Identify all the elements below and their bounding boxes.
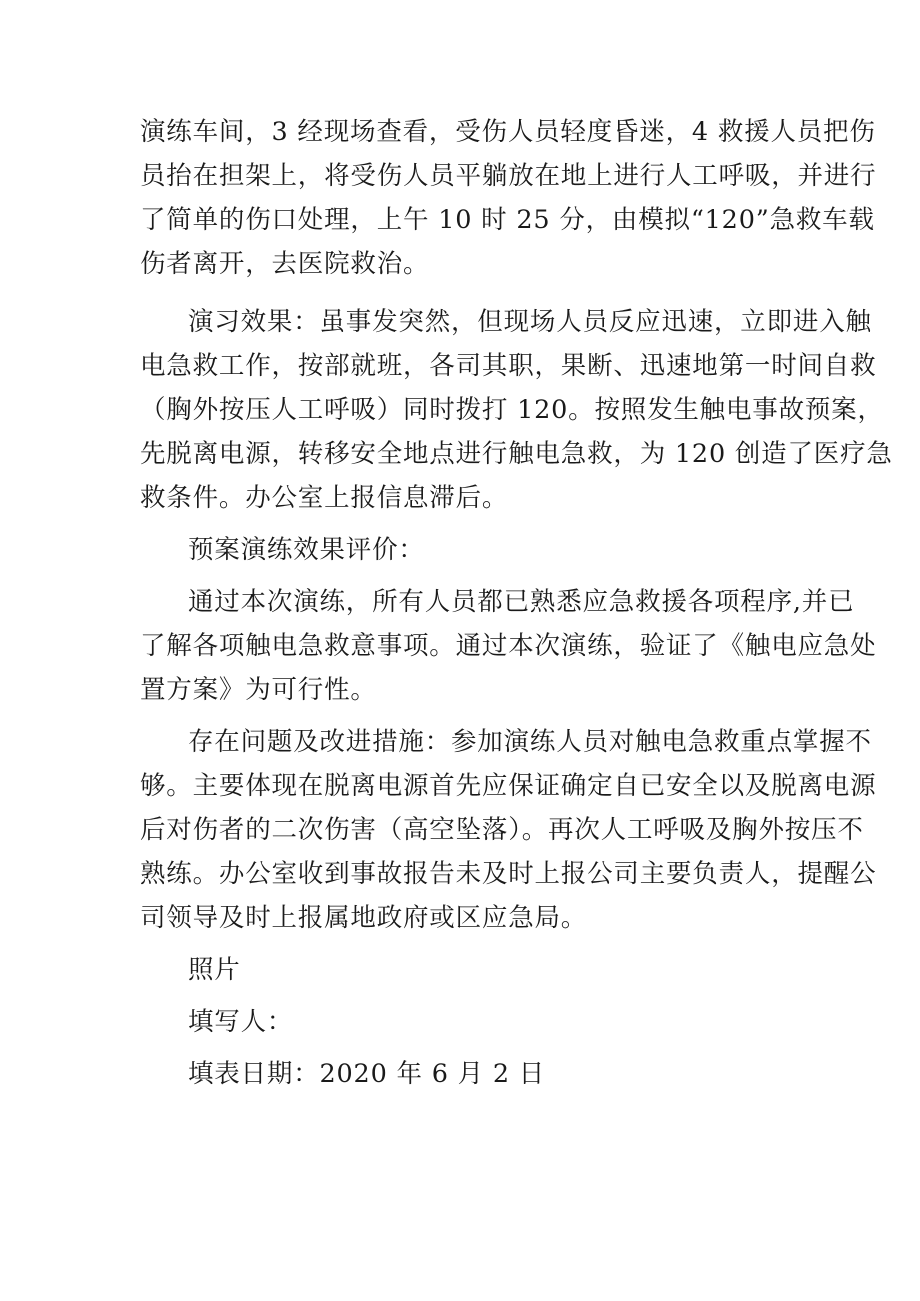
- text-line: 熟练。办公室收到事故报告未及时上报公司主要负责人，提醒公: [140, 859, 877, 889]
- text-line: 司领导及时上报属地政府或区应急局。: [140, 903, 588, 933]
- paragraph-photo-label: [140, 948, 780, 992]
- text-line: 救条件。办公室上报信息滞后。: [140, 483, 509, 513]
- text-line: 置方案》为可行性。: [140, 675, 377, 705]
- text-line: 演练车间，3 经现场查看，受伤人员轻度昏迷，4 救援人员把伤: [140, 117, 876, 147]
- text-line: 通过本次演练，所有人员都已熟悉应急救援各项程序,并已: [188, 587, 855, 617]
- paragraph-filled-by: [140, 1000, 780, 1044]
- text-line: 员抬在担架上，将受伤人员平躺放在地上进行人工呼吸，并进行: [140, 161, 877, 191]
- text-line: 先脱离电源，转移安全地点进行触电急救，为 120 创造了医疗急: [140, 439, 893, 469]
- text-line: 填表日期：2020 年 6 月 2 日: [188, 1059, 546, 1089]
- text-line: 了解各项触电急救意事项。通过本次演练，验证了《触电应急处: [140, 631, 877, 661]
- text-line: 电急救工作，按部就班，各司其职，果断、迅速地第一时间自救: [140, 351, 877, 381]
- paragraph-fill-date: [140, 1052, 780, 1096]
- text-line: 照片: [188, 955, 241, 985]
- text-line: （胸外按压人工呼吸）同时拨打 120。按照发生触电事故预案，: [140, 395, 884, 425]
- text-line: 够。主要体现在脱离电源首先应保证确定自已安全以及脱离电源: [140, 771, 877, 801]
- paragraph-problems-improvements: [140, 720, 877, 940]
- text-line: 演习效果：虽事发突然，但现场人员反应迅速，立即进入触: [188, 307, 872, 337]
- paragraph-evaluation: [140, 580, 877, 712]
- text-line: 伤者离开，去医院救治。: [140, 249, 430, 279]
- document-body: [140, 110, 893, 1096]
- text-line: 预案演练效果评价：: [188, 535, 425, 565]
- text-line: 填写人：: [188, 1007, 294, 1037]
- paragraph-evaluation-heading: [140, 528, 780, 572]
- paragraph-drill-effect: [140, 300, 893, 520]
- text-line: 了简单的伤口处理，上午 10 时 25 分，由模拟“120”急救车载: [140, 205, 875, 235]
- paragraph-rescue-process: [140, 110, 877, 286]
- text-line: 存在问题及改进措施：参加演练人员对触电急救重点掌握不: [188, 727, 872, 757]
- text-line: 后对伤者的二次伤害（高空坠落）。再次人工呼吸及胸外按压不: [140, 815, 864, 845]
